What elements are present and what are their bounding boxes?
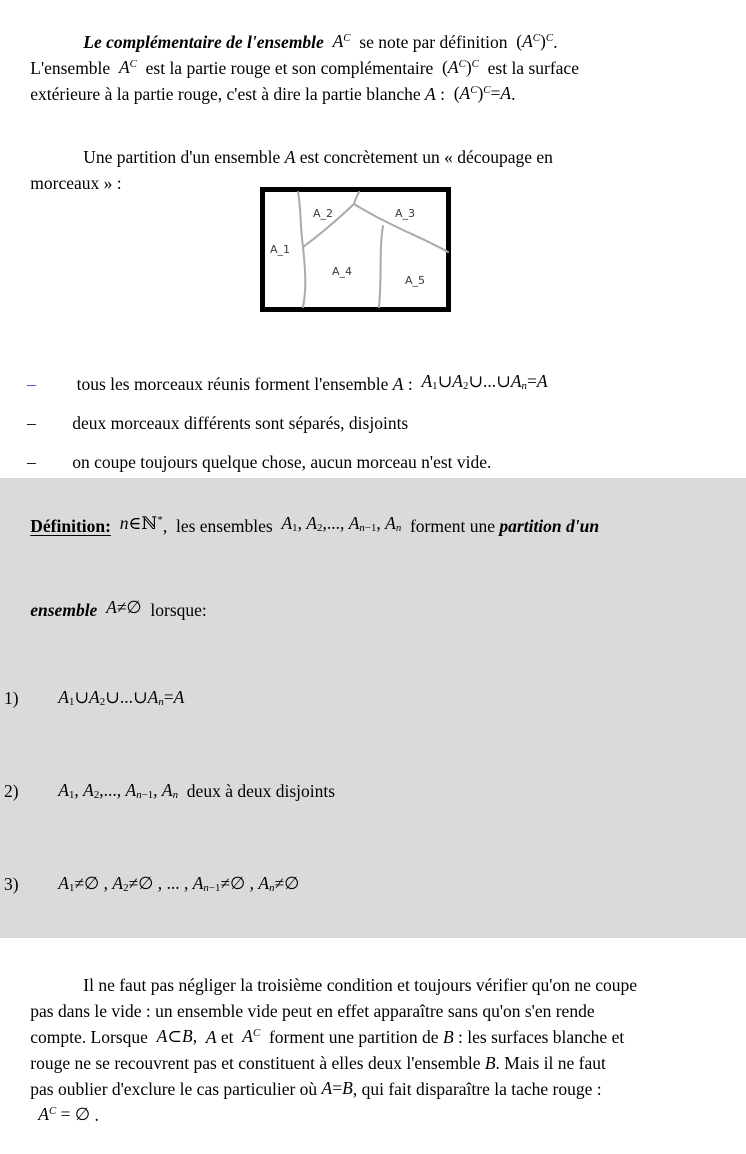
bold-italic-run: partition d'un — [499, 516, 600, 536]
math-formula: $A^C$ — [242, 1026, 261, 1046]
math-formula: n∈ℕ* — [119, 513, 163, 533]
diagram-frame — [263, 190, 449, 310]
math-variable: A — [205, 1027, 217, 1047]
definition-box — [0, 478, 746, 938]
text-run: Une partition d'un ensemble — [83, 147, 285, 167]
text-run — [97, 600, 106, 620]
text-run: se note par définition — [350, 32, 517, 52]
region-label-a2: A_2 — [313, 207, 334, 220]
text-run: est la partie rouge et son complémentaire — [136, 58, 443, 78]
text-run: deux morceaux différents sont séparés, disjoints — [72, 413, 409, 433]
condition-number: 2) — [4, 781, 19, 801]
paragraph-line — [0, 3, 746, 52]
condition-item — [0, 745, 746, 838]
definition-line — [0, 568, 746, 652]
list-item — [0, 384, 746, 433]
list-item — [0, 345, 746, 394]
text-run: . — [553, 32, 558, 52]
text-run: Il ne faut pas négliger la troisième condition et toujours vérifier qu'on ne coupe — [83, 975, 637, 995]
math-formula: $(A^C)^C$ — [442, 57, 479, 77]
text-run: tous les morceaux réunis forment l'ensemble — [72, 374, 393, 394]
text-run: , les ensembles — [162, 516, 282, 536]
text-run: : — [435, 84, 454, 104]
paragraph-line — [0, 118, 746, 167]
definition-line — [0, 484, 746, 568]
math-formula: $A_1\ne\emptyset$ , $A_2\ne\emptyset$ , ... , $A_{n-1}\ne\emptyset$ , $A_n\ne\emptyset$ — [58, 873, 300, 895]
math-formula: A≠∅ — [106, 597, 142, 617]
text-run: est concrètement un « découpage en — [295, 147, 553, 167]
text-run: lorsque: — [141, 600, 207, 620]
paragraph-complement — [0, 0, 746, 104]
partition-diagram — [260, 187, 451, 312]
condition-number: 3) — [4, 874, 19, 894]
math-formula: $A^C$ = ∅ — [38, 1104, 91, 1124]
text-run: et — [216, 1027, 243, 1047]
math-variable: A — [284, 147, 296, 167]
region-label-a1: A_1 — [270, 243, 291, 256]
math-formula: $(A^C)^C=A$ — [453, 83, 512, 103]
paragraph-warning — [0, 946, 746, 1125]
definition-title-colon: : — [105, 516, 111, 536]
math-formula: A=B — [321, 1078, 353, 1098]
bold-italic-run: ensemble — [30, 600, 98, 620]
dash-bullet-icon: – — [27, 452, 36, 472]
text-run: L'ensemble — [30, 58, 119, 78]
condition-item — [0, 838, 746, 931]
paragraph-partition-intro — [0, 118, 746, 193]
text-run: est la surface — [478, 58, 579, 78]
text-run: pas dans le vide : un ensemble vide peut en effet apparaître sans qu'on s'en rende — [30, 1001, 595, 1021]
math-formula: $A^C$ — [332, 31, 351, 51]
math-variable: B — [484, 1053, 496, 1073]
math-variable: A — [392, 374, 404, 394]
text-run: . Mais il ne faut — [495, 1053, 606, 1073]
bold-italic-run: Le complémentaire de l'ensemble — [83, 32, 324, 52]
text-run: : — [403, 374, 422, 394]
paragraph-line — [0, 946, 746, 995]
text-run: . — [90, 1105, 99, 1125]
math-formula: $A_1\cup A_2\cup...\cup A_n=A$ — [58, 687, 185, 709]
condition-number: 1) — [4, 688, 19, 708]
partition-diagram-svg — [260, 187, 451, 312]
text-run — [197, 1027, 206, 1047]
region-label-a3: A_3 — [395, 207, 416, 220]
region-label-a5: A_5 — [405, 274, 426, 287]
math-formula: $(A^C)^C$ — [516, 31, 554, 51]
text-run: forment une — [401, 516, 500, 536]
math-formula: $A_1\cup A_2\cup...\cup A_n=A$ — [421, 371, 548, 393]
text-run: , qui fait disparaître la tache rouge : — [352, 1079, 602, 1099]
text-run: on coupe toujours quelque chose, aucun morceau n'est vide. — [72, 452, 492, 472]
text-run: pas oublier d'exclure le cas particulier où — [30, 1079, 322, 1099]
dash-bullet-icon: – — [27, 413, 36, 433]
math-formula: $A^C$ — [118, 57, 137, 77]
text-run: rouge ne se recouvrent pas et constituent à elles deux l'ensemble — [30, 1053, 485, 1073]
text-run: morceaux » : — [30, 173, 122, 193]
condition-item — [0, 652, 746, 745]
text-run: . — [511, 84, 516, 104]
math-formula: $A_1$, $A_2$,..., $A_{n-1}$, $A_n$ — [281, 513, 402, 535]
properties-list — [0, 345, 746, 472]
text-run — [111, 516, 120, 536]
text-run — [324, 32, 333, 52]
text-run: : les surfaces blanche et — [453, 1027, 625, 1047]
math-variable: A — [425, 84, 436, 104]
text-run: extérieure à la partie rouge, c'est à dire la partie blanche — [30, 84, 425, 104]
math-formula: A⊂B, — [156, 1026, 198, 1046]
dash-bullet-icon: – — [27, 374, 36, 394]
text-run: compte. Lorsque — [30, 1027, 157, 1047]
text-run: forment une partition de — [260, 1027, 443, 1047]
list-item — [0, 423, 746, 472]
text-run: deux à deux disjoints — [178, 781, 336, 801]
definition-title — [30, 516, 111, 536]
definition-title-text: Définition — [30, 516, 106, 536]
math-formula: $A_1$, $A_2$,..., $A_{n-1}$, $A_n$ — [58, 780, 179, 802]
math-variable: B — [442, 1027, 454, 1047]
region-label-a4: A_4 — [332, 265, 353, 278]
